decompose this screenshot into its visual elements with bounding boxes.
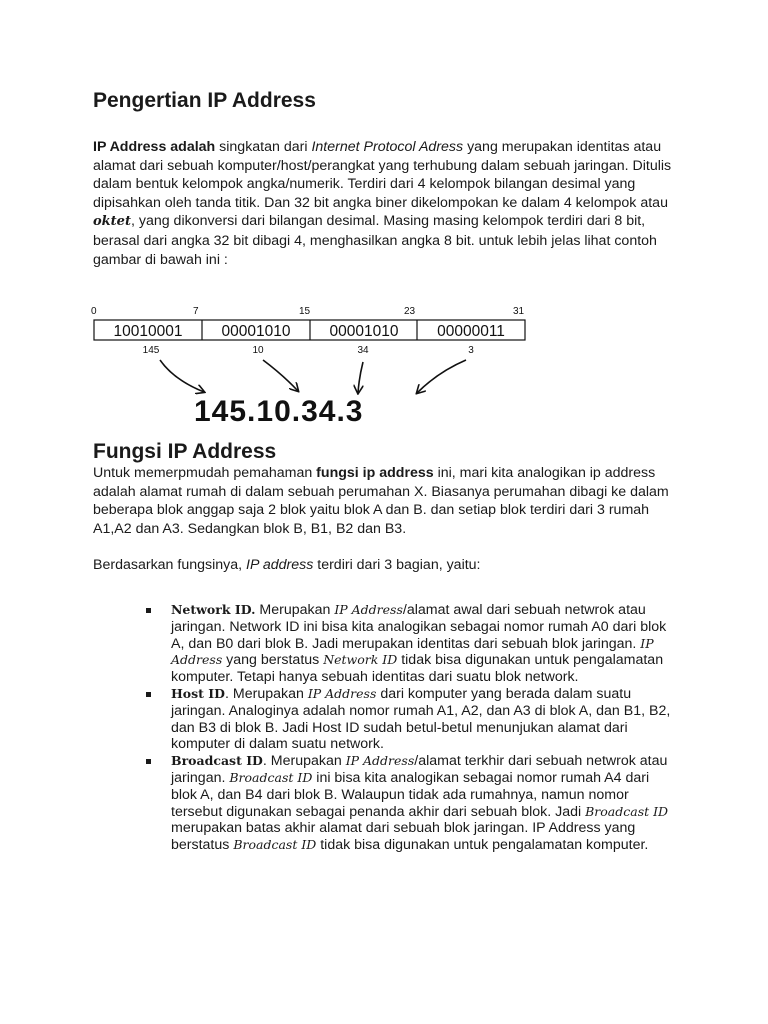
section-title-pengertian: Pengertian IP Address [93,89,316,112]
ip-result: 145.10.34.3 [194,395,364,428]
text-run: . Merupakan [225,685,308,702]
italic-run: Broadcast ID [585,803,669,819]
italic-term: IP address [246,557,314,573]
italic-run: IP Address [307,685,377,701]
decimal-value-2: 10 [252,345,264,356]
italic-term: Internet Protocol Adress [311,139,464,155]
text-run: singkatan dari [215,139,312,155]
ip-address-diagram [88,300,538,430]
binary-octet-2: 00001010 [221,323,291,340]
bit-position-0: 0 [91,306,97,317]
italic-run: IP Address [334,602,403,617]
text-run: dari komputer yang berada dalam suatu jaringan. Analoginya adalah nomor rumah A1, A2, dan A3 di blok A, dan B1, B2, dan B3 di blok B. Jadi Host ID sudah betul-betul menunjukan alamat dari komputer di dalam suatu network. [171,685,671,753]
oktet-term: oktet [93,214,131,230]
text-run: Merupakan [255,602,335,618]
decimal-values [143,345,475,356]
text-run: /alamat terkhir dari sebuah netwrok atau jaringan. [171,753,668,786]
arrow-4 [417,360,466,393]
arrow-2 [263,360,298,391]
section-title-fungsi: Fungsi IP Address [93,440,277,463]
list-item-network-id [146,602,676,686]
decimal-value-3: 34 [357,345,369,356]
list-item-broadcast-id [146,753,676,854]
italic-run: IP Address [345,753,415,769]
term-broadcast-id: Broadcast ID [171,753,263,769]
italic-run: IP Address [171,635,654,668]
italic-run: Broadcast ID [229,769,313,785]
binary-octets [114,323,505,340]
italic-run: Network ID [323,652,398,668]
bit-position-31: 31 [513,306,525,317]
text-run: . Merupakan [262,753,346,770]
paragraph-fungsi [93,464,683,538]
paragraph-bagian [93,556,683,575]
text-run: , yang dikonversi dari bilangan desimal. Masing masing kelompok terdiri dari 8 bit, berasal dari angka 32 bit dibagi 4, menghasilkan angka 8 bit. untuk lebih jelas lihat contoh gambar di bawah ini : [93,213,657,268]
bit-position-7: 7 [193,306,199,317]
binary-octet-1: 10010001 [113,323,183,340]
text-run: yang merupakan identitas atau alamat dari sebuah komputer/host/perangkat yang terhubung dalam sebuah jaringan. Ditulis dalam bentuk kelompok angka/numerik. Terdiri dari 4 kelompok bilangan desimal yang dipisahkan oleh tanda titik. Dan 32 bit angka biner dikelompokan ke dalam 4 kelompok atau [93,139,672,211]
text-run: yang berstatus [222,652,324,669]
italic-run: Broadcast ID [233,837,317,853]
text-run: terdiri dari 3 bagian, yaitu: [313,557,481,573]
decimal-value-1: 145 [142,345,160,356]
text-run: Berdasarkan fungsinya, [93,557,247,573]
conversion-arrows [160,360,466,393]
text-run: ini, mari kita analogikan ip address adalah alamat rumah di dalam sebuah perumahan X. Biasanya perumahan dibagi ke dalam beberapa blok anggap saja 2 blok yaitu blok A dan B. dan setiap blok terdiri dari 3 rumah A1,A2 dan A3. Sedangkan blok B, B1, B2 dan B3. [93,465,669,537]
text-run: tidak bisa digunakan untuk pengalamatan komputer. [316,837,649,854]
text-run: /alamat awal dari sebuah netwrok atau jaringan. Network ID ini bisa kita analogikan sebagai nomor rumah A0 dari blok A, dan B0 dari blok B. Jadi merupakan identitas dari sebuah blok jaringan. [171,602,667,652]
arrow-3 [358,362,363,393]
arrow-1 [160,360,204,392]
bit-position-23: 23 [404,306,416,317]
bullet-icon [146,759,151,764]
text-run: ini bisa kita analogikan sebagai nomor rumah A4 dari blok A, dan B4 dari blok B. Walaupun tidak ada rumahnya, namun nomor tersebut digunakan sebagai penanda akhir dari sebuah blok. Jadi [171,769,650,820]
decimal-value-4: 3 [468,345,474,356]
bit-position-labels [91,306,525,317]
term-network-id: Network ID. [171,602,256,617]
bullet-icon [146,692,151,697]
binary-octet-4: 00000011 [437,323,505,340]
paragraph-pengertian [93,138,683,269]
text-run: merupakan batas akhir alamat dari sebuah blok jaringan. IP Address yang berstatus [171,820,636,854]
text-run: tidak bisa digunakan untuk pengalamatan komputer. Tetapi hanya sebuah identitas dari suatu blok network. [171,652,664,686]
text-run: Untuk memerpmudah pemahaman [93,465,317,481]
bold-term: fungsi ip address [316,465,434,481]
bullet-icon [146,608,151,613]
ip-parts-list [146,602,676,854]
term-host-id: Host ID [171,685,225,701]
binary-octet-3: 00001010 [329,323,399,340]
list-item-host-id [146,686,676,753]
bold-term: IP Address adalah [93,139,216,155]
bit-position-15: 15 [299,306,311,317]
